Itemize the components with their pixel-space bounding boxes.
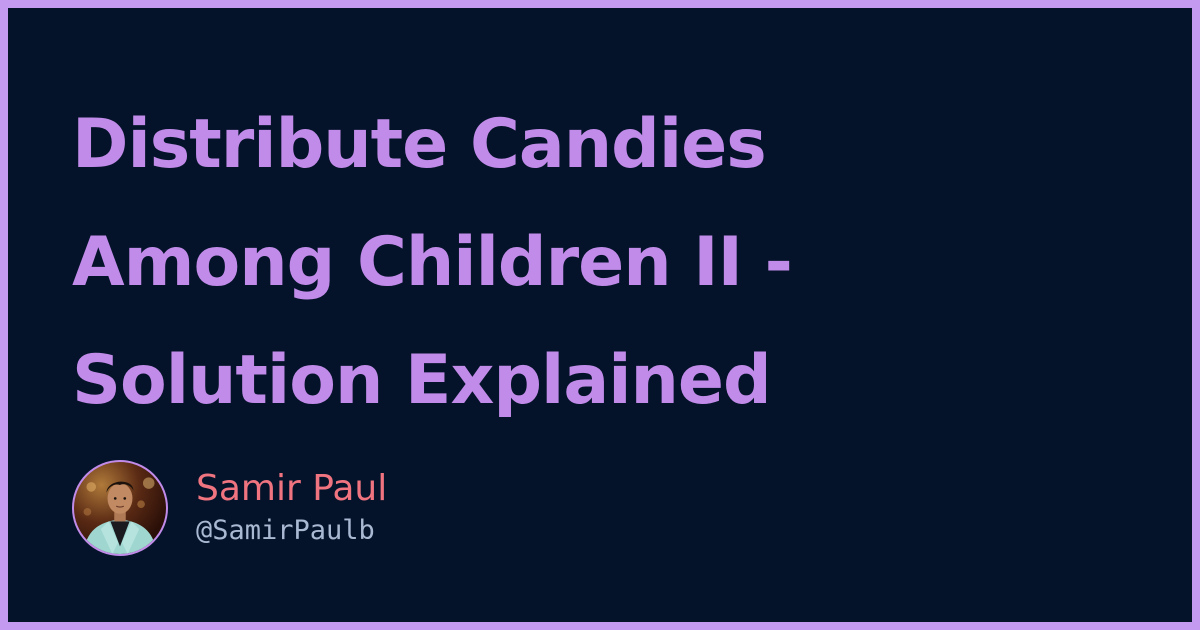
author-name: Samir Paul	[196, 468, 388, 509]
social-card	[8, 8, 1192, 622]
author-block	[72, 458, 387, 558]
author-photo-icon	[74, 462, 166, 554]
title-line-2: Among Children II -	[72, 223, 792, 302]
author-handle: @SamirPaulb	[196, 515, 375, 546]
post-title	[72, 86, 1072, 440]
avatar	[72, 460, 168, 556]
title-line-1: Distribute Candies	[72, 105, 766, 184]
title-line-3: Solution Explained	[72, 341, 771, 420]
author-text	[196, 467, 387, 549]
